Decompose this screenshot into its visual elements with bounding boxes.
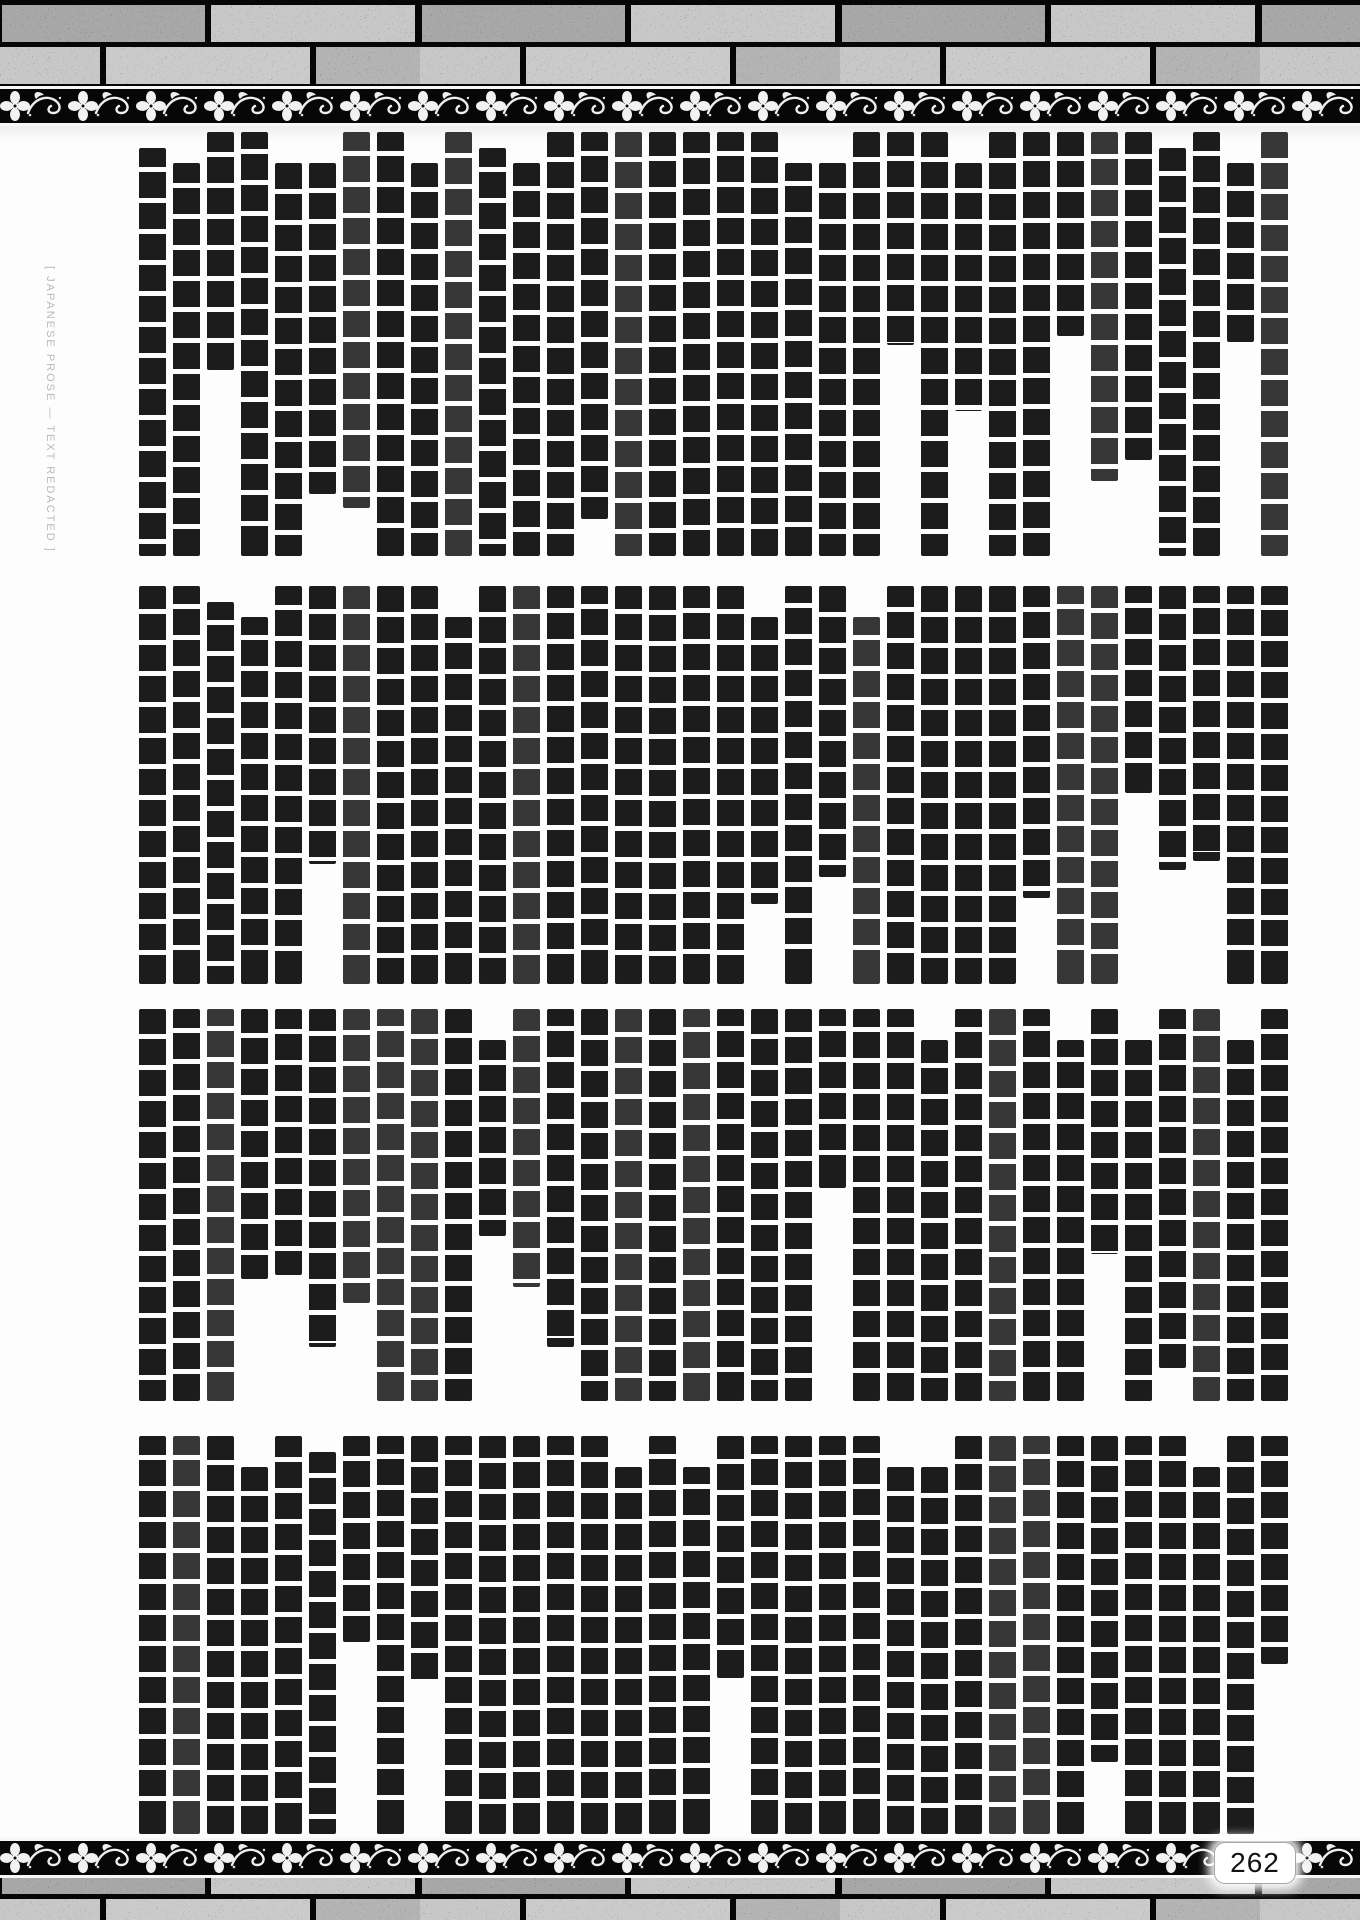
redacted-text-column xyxy=(955,163,982,411)
redacted-text-column xyxy=(173,163,200,556)
redacted-text-column xyxy=(887,1467,914,1834)
redacted-text-column xyxy=(139,1009,166,1401)
redacted-text-column xyxy=(853,132,880,556)
redacted-text-column xyxy=(479,148,506,556)
redacted-text-column xyxy=(683,586,710,984)
redacted-text-column xyxy=(921,1467,948,1834)
redacted-text-column xyxy=(1159,148,1186,556)
redacted-text-column xyxy=(445,132,472,556)
redacted-text-column xyxy=(513,1009,540,1287)
redacted-text-column xyxy=(377,1009,404,1401)
redacted-text-column xyxy=(683,1467,710,1834)
redacted-text-column xyxy=(411,1009,438,1401)
redacted-text-column xyxy=(139,148,166,556)
redacted-text-column xyxy=(615,1009,642,1401)
redacted-text-column xyxy=(445,617,472,984)
redacted-text-column xyxy=(1159,586,1186,870)
redacted-text-column xyxy=(1261,132,1288,556)
redacted-text-column xyxy=(411,1436,438,1682)
redacted-text-column xyxy=(547,1436,574,1834)
redacted-text-column xyxy=(139,586,166,984)
redacted-text-column xyxy=(1091,1009,1118,1254)
redacted-text-column xyxy=(241,132,268,556)
redacted-text-column xyxy=(581,586,608,984)
redacted-text-column xyxy=(1091,132,1118,481)
redacted-text-column xyxy=(1125,132,1152,460)
redacted-text-column xyxy=(1125,1436,1152,1834)
redacted-text-column xyxy=(479,1040,506,1236)
redacted-text-column xyxy=(1023,1436,1050,1834)
redacted-text-column xyxy=(1125,1040,1152,1401)
redacted-text-column xyxy=(275,1436,302,1834)
redacted-text-column xyxy=(309,1009,336,1347)
redacted-text-column xyxy=(887,1009,914,1401)
page-content xyxy=(0,126,1360,1838)
redacted-text-column xyxy=(1261,1436,1288,1664)
redacted-text-column xyxy=(615,132,642,556)
redacted-text-column xyxy=(411,163,438,556)
redacted-text-column xyxy=(343,132,370,508)
redacted-text-column xyxy=(989,132,1016,556)
redacted-text-column xyxy=(1057,132,1084,336)
redacted-text-column xyxy=(479,1436,506,1834)
redacted-text-column xyxy=(887,586,914,984)
redacted-text-column xyxy=(955,1009,982,1401)
redacted-text-column xyxy=(1023,586,1050,898)
redacted-text-column xyxy=(717,1009,744,1401)
redacted-text-column xyxy=(819,1009,846,1188)
redaction-notice: [ JAPANESE PROSE — TEXT REDACTED ] xyxy=(44,266,56,553)
redacted-text-column xyxy=(207,602,234,984)
redacted-text-column xyxy=(445,1009,472,1401)
redacted-text-column xyxy=(921,586,948,984)
redacted-text-column xyxy=(887,132,914,345)
redacted-text-column xyxy=(1057,1436,1084,1834)
redacted-text-column xyxy=(1193,586,1220,861)
redacted-text-column xyxy=(207,1436,234,1834)
redacted-text-column xyxy=(989,1436,1016,1834)
brick-border-top xyxy=(0,0,1360,86)
text-band xyxy=(123,586,1288,984)
redacted-text-column xyxy=(1227,1436,1254,1834)
redacted-text-column xyxy=(1193,1009,1220,1401)
redacted-text-column xyxy=(921,132,948,556)
redacted-text-column xyxy=(1023,1009,1050,1401)
redacted-text-column xyxy=(207,132,234,370)
redacted-text-column xyxy=(649,1009,676,1401)
redacted-text-column xyxy=(377,586,404,984)
redacted-text-column xyxy=(547,132,574,556)
redacted-text-column xyxy=(173,1009,200,1401)
redacted-text-column xyxy=(853,1009,880,1401)
redacted-text-column xyxy=(581,1436,608,1834)
redacted-text-column xyxy=(819,586,846,877)
redacted-text-column xyxy=(1091,586,1118,984)
brick-border-bottom xyxy=(0,1878,1360,1920)
redacted-text-column xyxy=(683,132,710,556)
redacted-text-column xyxy=(751,1436,778,1834)
redacted-text-column xyxy=(343,586,370,984)
redacted-text-column xyxy=(649,586,676,984)
redacted-text-column xyxy=(717,132,744,556)
redacted-text-column xyxy=(955,586,982,984)
redacted-text-column xyxy=(683,1009,710,1401)
redacted-text-column xyxy=(513,163,540,556)
redacted-text-column xyxy=(751,617,778,904)
redacted-text-column xyxy=(309,1452,336,1834)
redacted-text-column xyxy=(785,163,812,556)
redacted-text-column xyxy=(751,132,778,556)
redacted-text-column xyxy=(411,586,438,984)
redacted-text-column xyxy=(1125,586,1152,793)
redacted-text-column xyxy=(921,1040,948,1401)
redacted-text-column xyxy=(139,1436,166,1834)
redacted-text-column xyxy=(751,1009,778,1401)
redacted-text-column xyxy=(241,1467,268,1834)
redacted-text-column xyxy=(547,586,574,984)
redacted-text-column xyxy=(989,586,1016,984)
redacted-text-column xyxy=(547,1009,574,1347)
redacted-text-column xyxy=(1057,1040,1084,1401)
redacted-text-column xyxy=(1057,586,1084,984)
redacted-text-column xyxy=(241,617,268,984)
redacted-text-column xyxy=(819,163,846,556)
redacted-text-column xyxy=(513,1436,540,1834)
page-number-tab xyxy=(1214,1842,1296,1884)
redacted-text-column xyxy=(275,586,302,984)
floral-border-bottom xyxy=(0,1838,1360,1878)
redacted-text-column xyxy=(445,1436,472,1834)
redacted-text-column xyxy=(173,586,200,984)
text-band xyxy=(123,132,1288,556)
redacted-text-column xyxy=(275,1009,302,1275)
redacted-text-column xyxy=(615,586,642,984)
redacted-text-column xyxy=(615,1467,642,1834)
redacted-text-column xyxy=(275,163,302,556)
redacted-text-column xyxy=(1261,586,1288,984)
page-number: 262 xyxy=(1230,1847,1280,1878)
redacted-text-column xyxy=(785,1436,812,1834)
redacted-text-column xyxy=(1227,1040,1254,1401)
redacted-text-column xyxy=(853,617,880,984)
redacted-text-column xyxy=(513,586,540,984)
redacted-text-column xyxy=(785,586,812,984)
redacted-text-column xyxy=(309,586,336,864)
redacted-text-column xyxy=(989,1009,1016,1401)
redacted-text-column xyxy=(343,1009,370,1303)
redacted-text-column xyxy=(1227,586,1254,984)
redacted-text-column xyxy=(649,1436,676,1834)
redacted-text-column xyxy=(1159,1436,1186,1834)
redacted-text-column xyxy=(1193,132,1220,556)
redacted-text-column xyxy=(581,1009,608,1401)
redacted-text-column xyxy=(1159,1009,1186,1368)
redacted-text-column xyxy=(241,1009,268,1279)
redacted-text-column xyxy=(309,163,336,494)
text-band xyxy=(123,1436,1288,1834)
redacted-text-column xyxy=(1261,1009,1288,1401)
text-band xyxy=(123,1009,1288,1401)
redacted-text-column xyxy=(853,1436,880,1834)
redacted-text-column xyxy=(1227,163,1254,342)
redacted-text-column xyxy=(581,132,608,519)
redacted-text-column xyxy=(819,1436,846,1834)
redacted-text-column xyxy=(717,1436,744,1678)
redacted-text-column xyxy=(955,1436,982,1834)
redacted-text-column xyxy=(207,1009,234,1401)
redacted-text-column xyxy=(377,132,404,556)
redacted-text-column xyxy=(1193,1467,1220,1834)
redacted-text-column xyxy=(343,1436,370,1642)
redacted-text-column xyxy=(377,1436,404,1834)
redacted-text-column xyxy=(785,1009,812,1401)
redacted-text-column xyxy=(717,586,744,984)
redacted-text-column xyxy=(1091,1436,1118,1762)
redacted-text-column xyxy=(1023,132,1050,556)
floral-border-top xyxy=(0,86,1360,126)
redacted-text-column xyxy=(649,132,676,556)
redacted-text-column xyxy=(173,1436,200,1834)
redacted-text-column xyxy=(479,586,506,984)
